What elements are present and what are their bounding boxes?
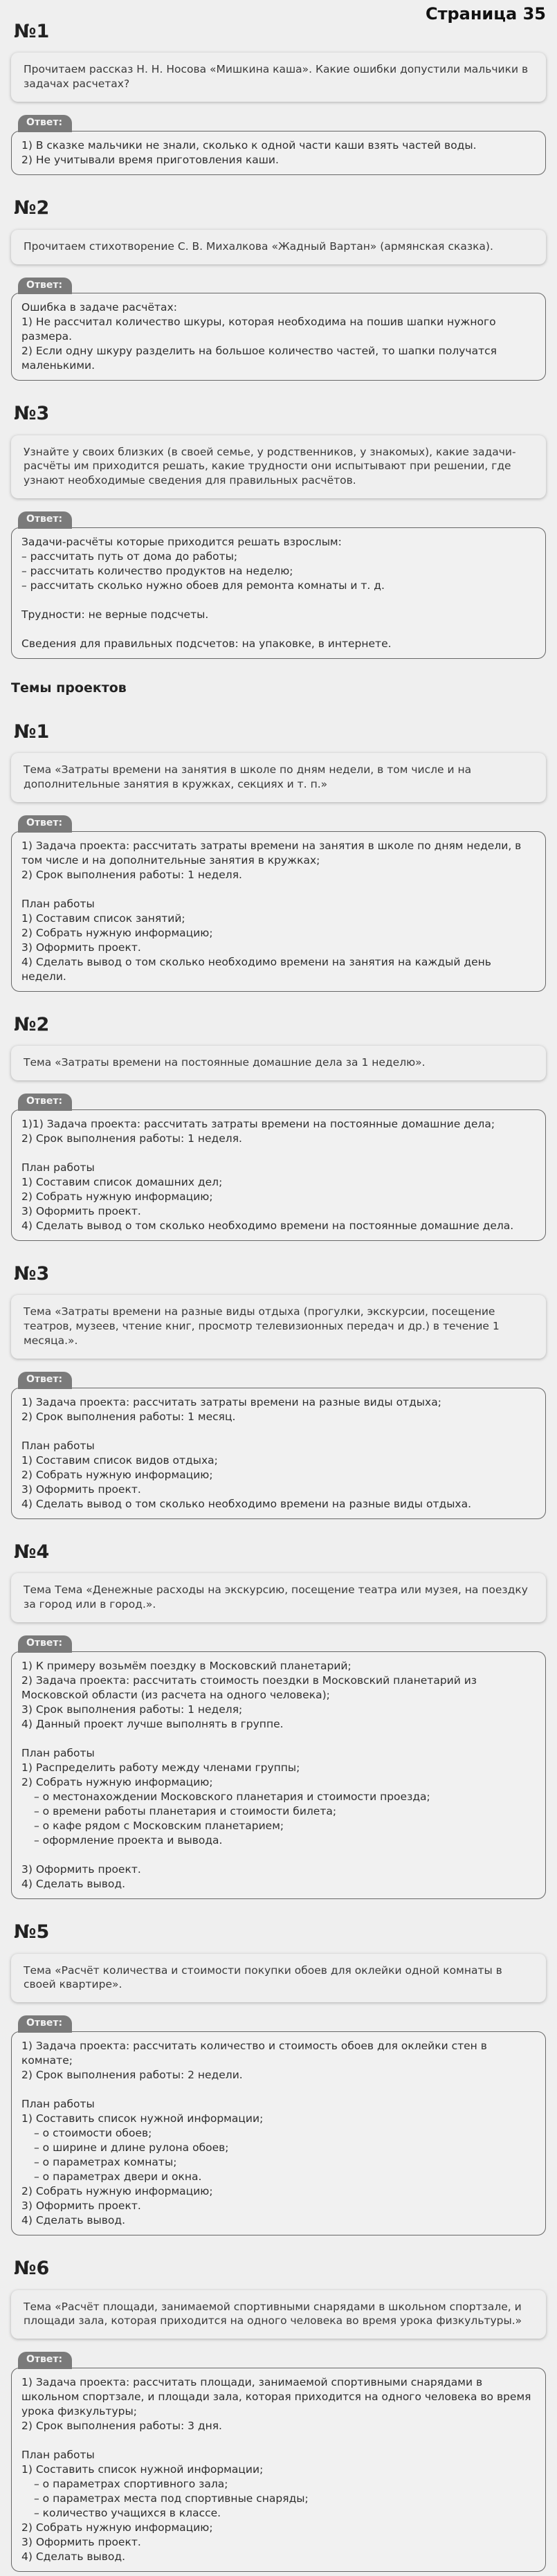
answer-line: План работы: [21, 1440, 95, 1453]
answer-line: [21, 1146, 536, 1161]
answer-line: 4) Сделать вывод о том сколько необходимо времени на занятия на каждый день недели.: [21, 955, 491, 983]
answer-label: Ответ:: [18, 815, 72, 833]
answer-line: 1) Задача проекта: рассчитать площади, занимаемой спортивными снарядами в школьном спортзале, и площади зала, которая приходится на одного человека во время урока физкультуры;: [21, 2376, 531, 2418]
answer-line: 1) К примеру возьмём поездку в Московский планетарий;: [21, 1660, 351, 1673]
answer-line: Сведения для правильных подсчетов: на упаковке, в интернете.: [21, 637, 392, 651]
answer-line: 3) Оформить проект.: [21, 2199, 141, 2213]
answer-block: [11, 1370, 546, 1519]
answer-line: 2) Срок выполнения работы: 1 неделя.: [21, 868, 242, 881]
exercise-section: [11, 0, 546, 175]
answer-line: – количество учащихся в классе.: [34, 2507, 221, 2520]
answer-block: [11, 509, 546, 659]
answer-box: [11, 1388, 546, 1519]
answer-line: 3) Оформить проект.: [21, 1483, 141, 1496]
exercise-number: №6: [14, 2258, 50, 2280]
answer-block: [11, 275, 546, 381]
answer-box: [11, 1109, 546, 1241]
answer-line: 2) Собрать нужную информацию;: [21, 926, 213, 939]
answer-line: [21, 882, 536, 897]
answer-block: [11, 2350, 546, 2572]
answer-line: 2) Собрать нужную информацию;: [21, 1190, 213, 1203]
answer-line: 1)1) Задача проекта: рассчитать затраты времени на постоянные домашние дела;: [21, 1117, 495, 1130]
answer-line: 1) Составить список нужной информации;: [21, 2463, 264, 2476]
answer-line: – о местонахождении Московского планетария и стоимости проезда;: [34, 1790, 430, 1804]
answer-line: 2) Срок выполнения работы: 3 дня.: [21, 2420, 222, 2433]
answer-line: 1) Распределить работу между членами группы;: [21, 1761, 300, 1775]
answer-line: 1) Составим список видов отдыха;: [21, 1454, 218, 1467]
answer-box: [11, 2031, 546, 2235]
answer-line: 4) Сделать вывод.: [21, 2214, 126, 2227]
page-title: Страница 35: [425, 4, 546, 24]
answer-box: [11, 1651, 546, 1899]
answer-line: 1) Задача проекта: рассчитать количество и стоимость обоев для оклейки стен в комнате;: [21, 2040, 487, 2067]
answer-line: 4) Сделать вывод о том сколько необходимо времени на разные виды отдыха.: [21, 1498, 472, 1511]
answer-line: 2) Срок выполнения работы: 2 недели.: [21, 2069, 243, 2082]
answer-line: 3) Оформить проект.: [21, 2536, 141, 2549]
answer-line: 1) Задача проекта: рассчитать затраты времени на занятия в школе по дням недели, в том числе и на дополнительные занятия в кружках;: [21, 840, 522, 867]
exercise-section: [11, 992, 546, 1241]
answer-line: [21, 1848, 536, 1862]
task-text: Прочитаем стихотворение С. В. Михалкова «Жадный Вартан» (армянская сказка).: [11, 230, 546, 264]
answer-box: [11, 527, 546, 659]
answer-line: 1) В сказке мальчики не знали, сколько к одной части каши взять частей воды.: [21, 139, 477, 152]
answer-line: – о параметрах комнаты;: [34, 2156, 177, 2169]
answer-line: План работы: [21, 2098, 95, 2111]
exercise-number: №2: [14, 1013, 50, 1035]
answer-label: Ответ:: [18, 2352, 72, 2369]
task-text: Тема «Затраты времени на разные виды отдыха (прогулки, экскурсии, посещение театров, музеев, чтение книг, просмотр телевизионных передач и др.) в течение 1 месяца.».: [11, 1295, 546, 1359]
answer-line: – рассчитать путь от дома до работы;: [21, 550, 238, 563]
exercise-section: [11, 699, 546, 992]
topics-heading: Темы проектов: [11, 680, 127, 696]
answer-line: – рассчитать сколько нужно обоев для ремонта комнаты и т. д.: [21, 579, 385, 592]
exercise-number: №3: [14, 403, 50, 425]
answer-line: 2) Срок выполнения работы: 1 неделя.: [21, 1132, 242, 1145]
answer-box: [11, 293, 546, 381]
answer-label: Ответ:: [18, 115, 72, 132]
answer-block: [11, 1633, 546, 1899]
task-text: Тема «Затраты времени на постоянные домашние дела за 1 неделю».: [11, 1046, 546, 1080]
answer-line: 2) Срок выполнения работы: 1 месяц.: [21, 1411, 236, 1424]
answer-line: 1) Составим список домашних дел;: [21, 1175, 223, 1188]
answer-line: 4) Данный проект лучше выполнять в группе.: [21, 1718, 284, 1731]
answer-line: 1) Не рассчитал количество шкуры, которая необходима на пошив шапки нужного размера.: [21, 316, 496, 343]
answer-line: [21, 2433, 536, 2448]
answer-line: 3) Оформить проект.: [21, 1204, 141, 1217]
answer-line: 4) Сделать вывод.: [21, 2550, 126, 2564]
task-text: Тема «Расчёт количества и стоимости покупки обоев для оклейки одной комнаты в своей квартире».: [11, 1954, 546, 2003]
exercise-number: №4: [14, 1541, 50, 1563]
task-text: Тема «Расчёт площади, занимаемой спортивными снарядами в школьном спортзале, и площади зала, которая приходится на одного человека во время урока физкультуры.»: [11, 2290, 546, 2339]
answer-line: 3) Оформить проект.: [21, 1863, 141, 1876]
answer-line: План работы: [21, 897, 95, 910]
answer-label: Ответ:: [18, 2015, 72, 2033]
answer-label: Ответ:: [18, 1372, 72, 1389]
answer-line: [21, 1732, 536, 1746]
exercise-section: [11, 2235, 546, 2572]
exercises-group: [11, 0, 546, 659]
answer-line: – о ширине и длине рулона обоев;: [34, 2141, 229, 2155]
answer-box: [11, 831, 546, 992]
answer-line: Ошибка в задаче расчётах:: [21, 301, 177, 314]
exercise-number: №1: [14, 21, 50, 42]
task-text: Тема Тема «Денежные расходы на экскурсию, посещение театра или музея, на поездку за город или в город.».: [11, 1573, 546, 1622]
answer-line: [21, 622, 536, 637]
answer-line: – о кафе рядом с Московским планетарием;: [34, 1820, 284, 1833]
answer-line: 4) Сделать вывод.: [21, 1878, 126, 1891]
task-text: Прочитаем рассказ Н. Н. Носова «Мишкина каша». Какие ошибки допустили мальчики в задачах расчетах?: [11, 53, 546, 102]
projects-group: [11, 699, 546, 2572]
answer-line: План работы: [21, 1161, 95, 1174]
answer-line: 1) Составить список нужной информации;: [21, 2112, 264, 2125]
exercise-section: [11, 381, 546, 659]
answer-line: 2) Собрать нужную информацию;: [21, 1776, 213, 1789]
answer-line: – о времени работы планетария и стоимости билета;: [34, 1805, 337, 1818]
answer-block: [11, 113, 546, 175]
answer-line: – о параметрах двери и окна.: [34, 2170, 202, 2184]
answer-line: [21, 593, 536, 608]
answer-block: [11, 813, 546, 992]
answer-line: 3) Срок выполнения работы: 1 неделя;: [21, 1703, 243, 1716]
answer-line: 2) Задача проекта: рассчитать стоимость поездки в Московский планетарий из Московской области (из расчета на одного человека);: [21, 1674, 477, 1702]
task-text: Тема «Затраты времени на занятия в школе по дням недели, в том числе и на дополнительные занятия в кружках, секциях и т. п.»: [11, 753, 546, 802]
answer-line: 4) Сделать вывод о том сколько необходимо времени на постоянные домашние дела.: [21, 1219, 514, 1232]
answer-line: Задачи-расчёты которые приходится решать взрослым:: [21, 536, 342, 549]
answer-line: 3) Оформить проект.: [21, 941, 141, 954]
answer-line: – о параметрах места под спортивные снаряды;: [34, 2492, 309, 2505]
exercise-section: [11, 1519, 546, 1899]
answer-line: 2) Собрать нужную информацию;: [21, 2521, 213, 2534]
answer-block: [11, 2013, 546, 2235]
exercise-number: №2: [14, 197, 50, 219]
answer-line: 2) Собрать нужную информацию;: [21, 2185, 213, 2198]
answer-line: 1) Задача проекта: рассчитать затраты времени на разные виды отдыха;: [21, 1396, 441, 1409]
exercise-section: [11, 175, 546, 381]
answer-line: Трудности: не верные подсчеты.: [21, 608, 209, 622]
answer-line: 2) Если одну шкуру разделить на большое количество частей, то шапки получатся маленькими.: [21, 345, 497, 372]
answer-line: [21, 2083, 536, 2097]
exercise-number: №1: [14, 720, 50, 743]
exercise-number: №3: [14, 1262, 50, 1285]
answer-box: [11, 131, 546, 175]
answer-box: [11, 2368, 546, 2572]
answer-line: [21, 1424, 536, 1439]
answer-line: – оформление проекта и вывода.: [34, 1834, 223, 1847]
exercise-section: [11, 1241, 546, 1519]
answer-line: – рассчитать количество продуктов на неделю;: [21, 565, 293, 578]
answer-line: 2) Собрать нужную информацию;: [21, 1469, 213, 1482]
answer-label: Ответ:: [18, 1635, 72, 1653]
answer-label: Ответ:: [18, 511, 72, 529]
answer-line: 2) Не учитывали время приготовления каши.: [21, 154, 279, 167]
answer-label: Ответ:: [18, 278, 72, 295]
exercise-number: №5: [14, 1921, 50, 1943]
answer-line: План работы: [21, 2449, 95, 2462]
answer-line: – о стоимости обоев;: [34, 2127, 152, 2140]
answer-label: Ответ:: [18, 1094, 72, 1111]
answer-line: 1) Составим список занятий;: [21, 911, 185, 925]
exercise-section: [11, 1899, 546, 2235]
answer-block: [11, 1091, 546, 1241]
task-text: Узнайте у своих близких (в своей семье, у родственников, у знакомых), какие задачи-расчёты им приходится решать, какие трудности они испытывают при решении, где узнают необходимые сведения для правильных расчётов.: [11, 435, 546, 499]
answer-line: План работы: [21, 1747, 95, 1760]
answer-line: – о параметрах спортивного зала;: [34, 2478, 228, 2491]
